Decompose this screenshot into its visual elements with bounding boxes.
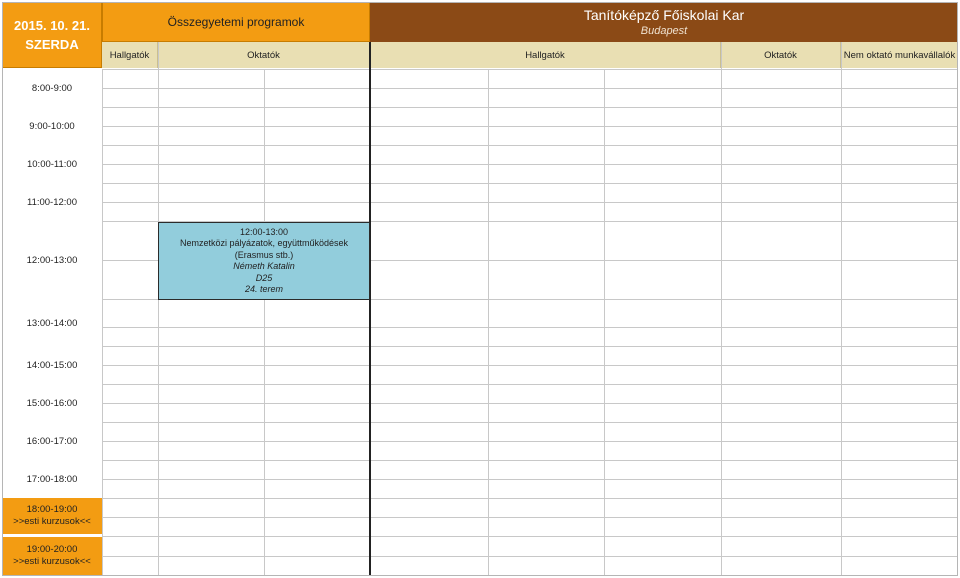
grid-column-line xyxy=(721,42,722,576)
grid-column-line xyxy=(102,69,103,576)
time-slot-label: 13:00-14:00 xyxy=(26,318,78,329)
grid-column-line xyxy=(158,42,159,576)
grid-line xyxy=(102,145,958,146)
time-slot-label: 14:00-15:00 xyxy=(26,360,78,371)
event-card[interactable] xyxy=(158,222,370,300)
faculty-location: Budapest xyxy=(640,24,688,37)
event-room: 24. terem xyxy=(244,284,284,294)
event-code: D25 xyxy=(255,272,273,283)
time-slot-label: 16:00-17:00 xyxy=(26,436,78,447)
time-slot-label: 17:00-18:00 xyxy=(26,474,78,485)
evening-time: 18:00-19:00 xyxy=(26,504,78,515)
time-slot-label: 9:00-10:00 xyxy=(29,121,75,132)
grid-line xyxy=(102,202,958,203)
faculty-header xyxy=(370,2,958,42)
grid-line xyxy=(102,479,958,480)
time-slot-label: 10:00-11:00 xyxy=(26,159,77,170)
grid-line xyxy=(102,403,958,404)
evening-note: >>esti kurzusok<< xyxy=(13,516,91,527)
event-presenter: Németh Katalin xyxy=(233,261,295,271)
date-header xyxy=(2,2,102,68)
evening-note: >>esti kurzusok<< xyxy=(13,556,91,567)
grid-column-line xyxy=(488,69,489,576)
grid-line xyxy=(102,69,958,70)
faculty-name: Tanítóképző Főiskolai Kar xyxy=(583,6,745,23)
column-header-students-2: Hallgatók xyxy=(370,42,721,68)
grid-column-line xyxy=(264,69,265,576)
grid-line xyxy=(102,460,958,461)
grid-line xyxy=(102,88,958,89)
time-slot-label: 8:00-9:00 xyxy=(31,83,73,94)
grid-line xyxy=(102,164,958,165)
grid-line xyxy=(102,126,958,127)
grid-line xyxy=(102,556,958,557)
grid-line xyxy=(102,183,958,184)
grid-line xyxy=(102,384,958,385)
evening-time: 19:00-20:00 xyxy=(26,544,78,555)
program-title-text: Összegyetemi programok xyxy=(167,15,305,29)
event-title: Nemzetközi pályázatok, együttműködések (Erasmus stb.) xyxy=(179,238,349,260)
evening-slot-19 xyxy=(2,537,102,575)
program-title xyxy=(102,2,370,42)
event-time: 12:00-13:00 xyxy=(239,226,289,237)
grid-line xyxy=(102,327,958,328)
weekday-text: SZERDA xyxy=(25,37,79,52)
grid-column-line xyxy=(841,42,842,576)
time-slot-label: 12:00-13:00 xyxy=(26,255,78,266)
evening-slot-18 xyxy=(2,498,102,534)
column-header-staff: Nem oktató munkavállalók xyxy=(841,42,958,68)
grid-line xyxy=(102,575,958,576)
time-slot-label: 11:00-12:00 xyxy=(26,197,77,208)
time-slot-label: 15:00-16:00 xyxy=(26,398,78,409)
grid-line xyxy=(102,107,958,108)
grid-line xyxy=(102,536,958,537)
grid-line xyxy=(102,422,958,423)
date-text: 2015. 10. 21. xyxy=(14,18,90,33)
grid-line xyxy=(102,517,958,518)
grid-line xyxy=(102,441,958,442)
grid-line xyxy=(102,346,958,347)
column-header-teachers-2: Oktatók xyxy=(721,42,841,68)
grid-line xyxy=(102,365,958,366)
column-header-teachers-1: Oktatók xyxy=(158,42,370,68)
section-divider xyxy=(369,42,371,576)
grid-column-line xyxy=(604,69,605,576)
column-header-students-1: Hallgatók xyxy=(102,42,158,68)
grid-line xyxy=(102,498,958,499)
